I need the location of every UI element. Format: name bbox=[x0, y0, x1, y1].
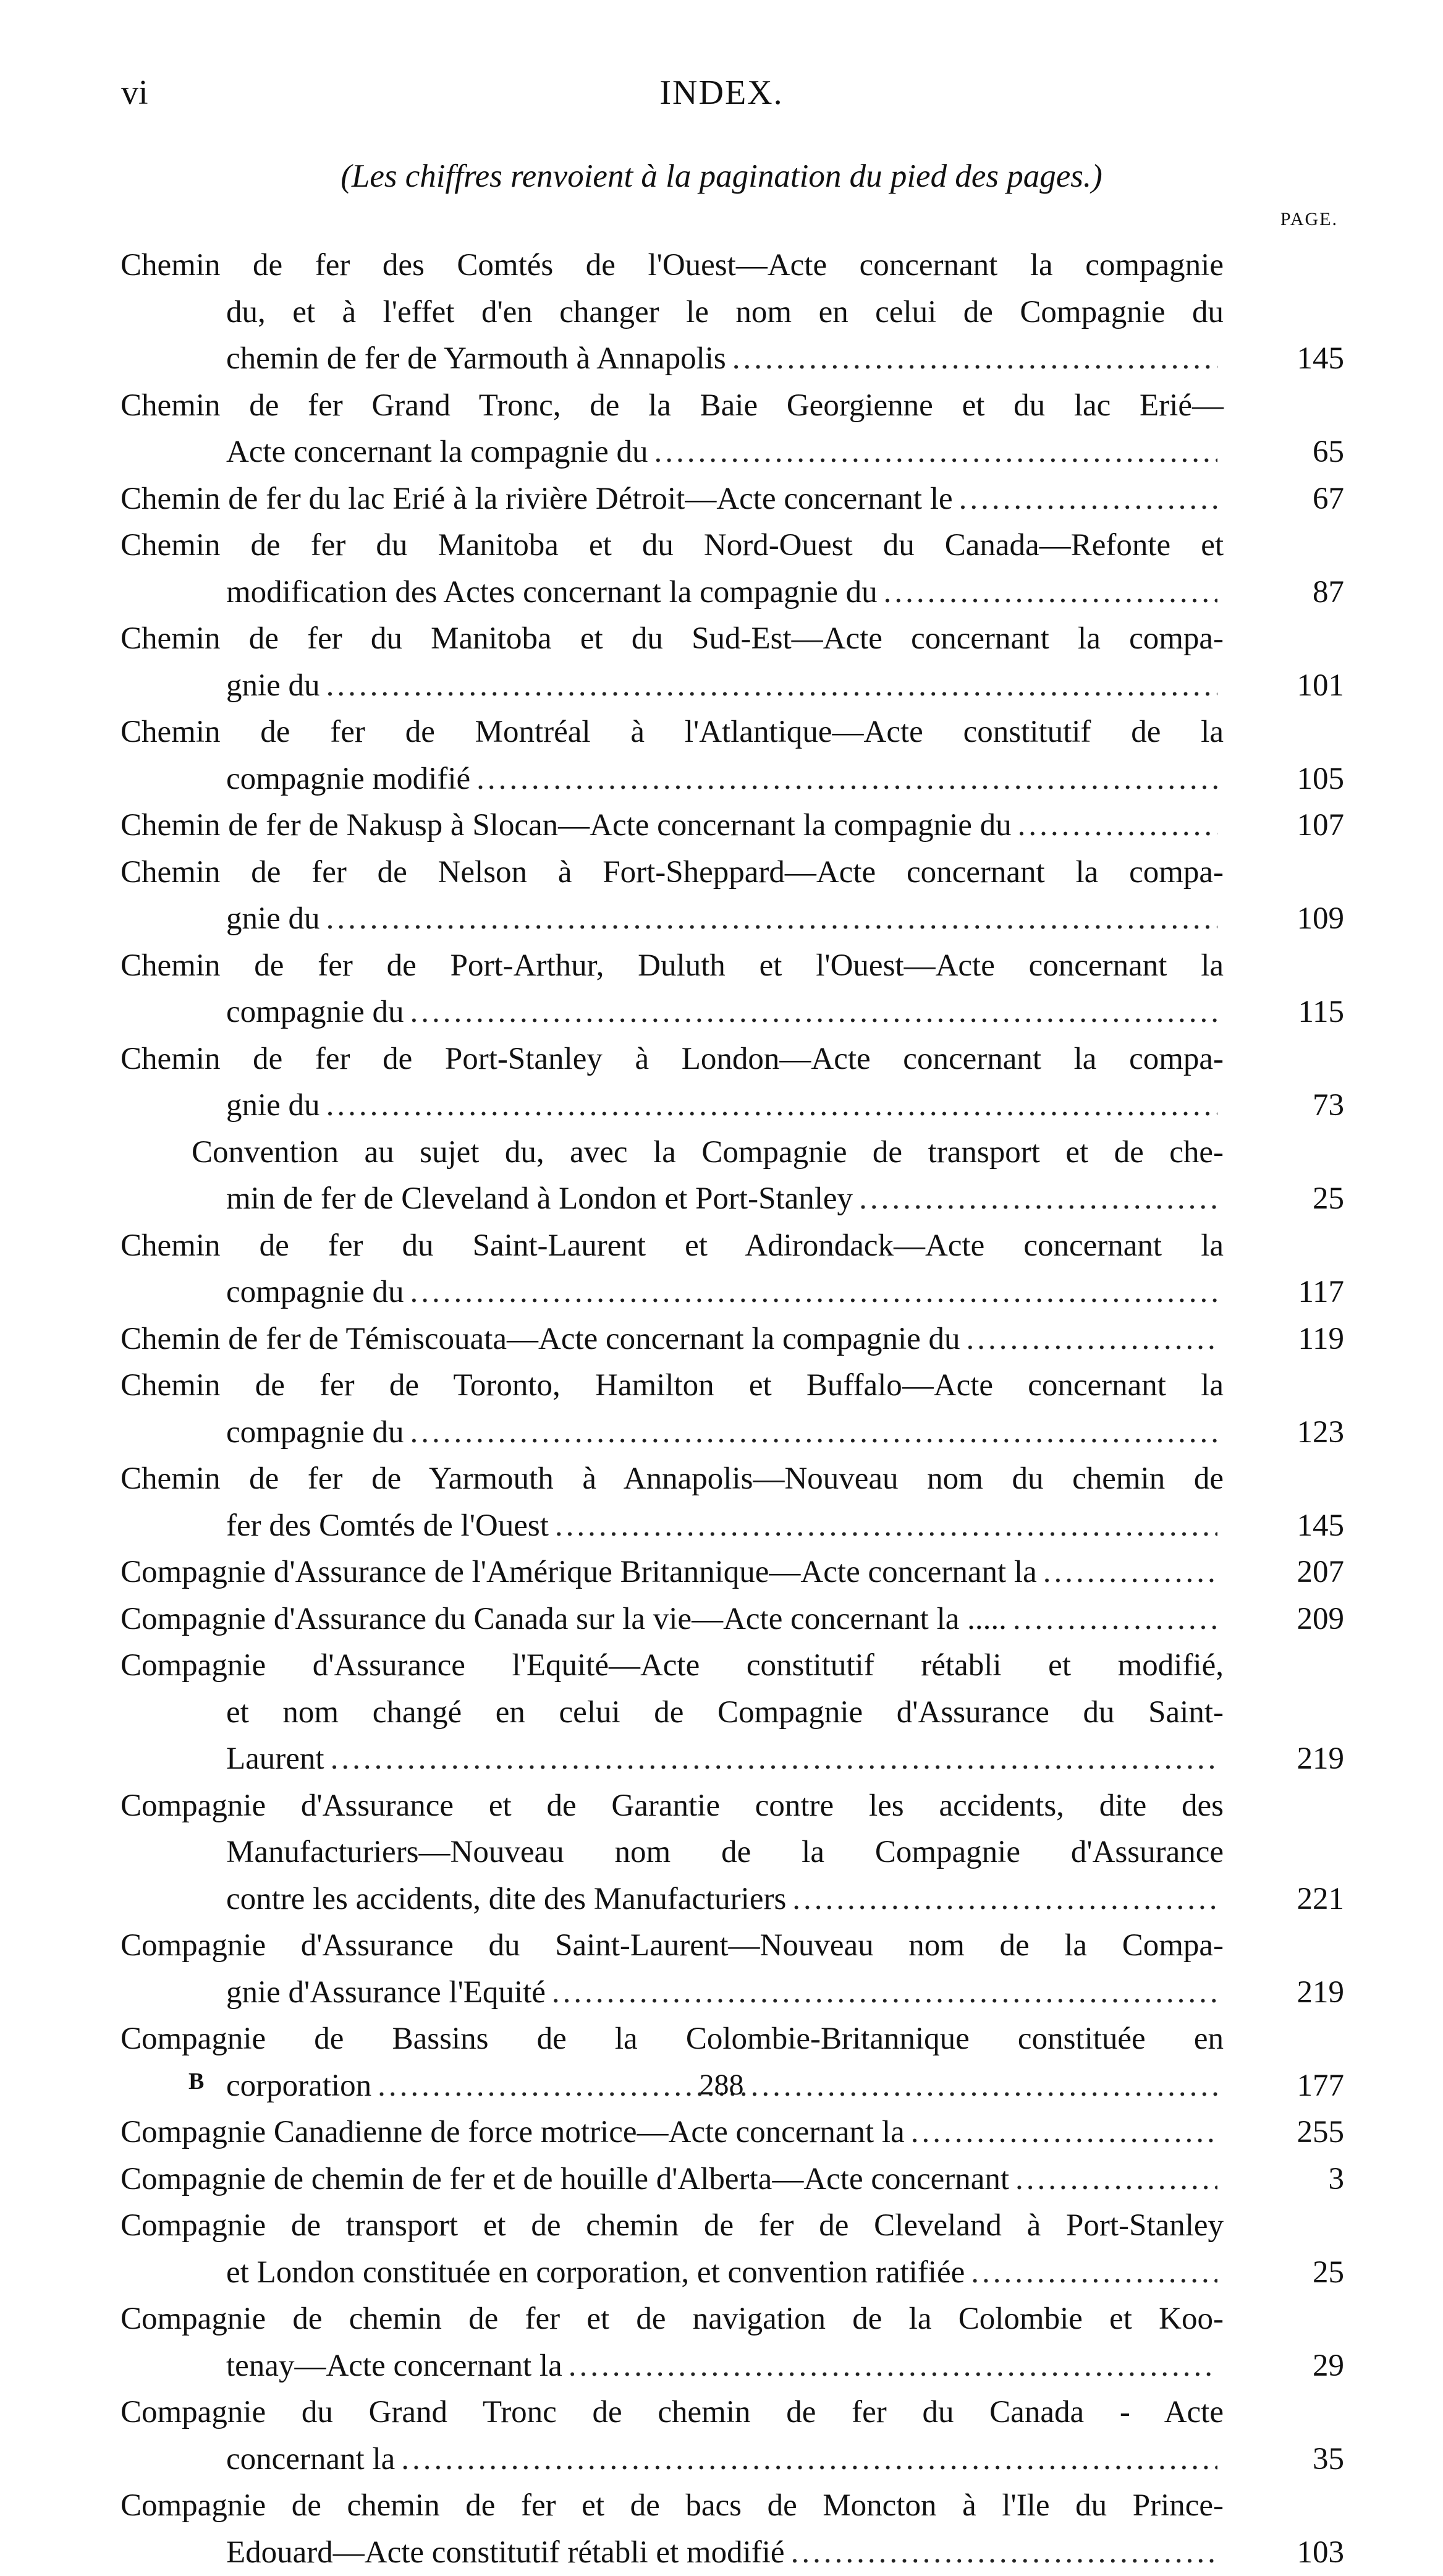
entry-line bbox=[121, 1362, 1344, 1409]
entry-page-number: 3 bbox=[1236, 2156, 1344, 2203]
dot-leader bbox=[1018, 802, 1217, 849]
entry-text: Laurent bbox=[226, 1736, 324, 1783]
dot-leader bbox=[791, 2530, 1217, 2576]
dot-leader bbox=[654, 429, 1217, 476]
dot-leader bbox=[884, 569, 1217, 616]
entry-text: Chemin de fer du lac Erié à la rivière Détroit—Acte concernant le bbox=[121, 476, 953, 523]
dot-leader bbox=[326, 1082, 1217, 1129]
entry-last-line bbox=[121, 1596, 1344, 1643]
entry-line bbox=[121, 2296, 1344, 2343]
entry-last-line bbox=[121, 476, 1344, 523]
index-entry bbox=[121, 1362, 1344, 1456]
entry-text: Compagnie du Grand Tronc de chemin de fer du Canada - Acte bbox=[121, 2395, 1224, 2429]
entry-page-number: 29 bbox=[1236, 2343, 1344, 2390]
entry-page-number: 87 bbox=[1236, 569, 1344, 616]
entry-page-number: 107 bbox=[1236, 802, 1344, 849]
entry-text: Compagnie de transport et de chemin de fer de Cleveland à Port-Stanley bbox=[121, 2208, 1224, 2243]
dot-leader bbox=[1013, 1596, 1217, 1643]
index-entry bbox=[121, 1549, 1344, 1596]
index-entry bbox=[121, 2483, 1344, 2576]
dot-leader bbox=[1043, 1549, 1217, 1596]
entry-text: Chemin de fer de Yarmouth à Annapolis—Nouveau nom du chemin de bbox=[121, 1461, 1224, 1496]
entry-text: Chemin de fer de Nakusp à Slocan—Acte concernant la compagnie du bbox=[121, 802, 1012, 849]
dot-leader bbox=[326, 663, 1217, 710]
page-footer bbox=[0, 2068, 1443, 2111]
entry-text: concernant la bbox=[226, 2436, 395, 2483]
entry-page-number: 101 bbox=[1236, 663, 1344, 710]
entry-last-line bbox=[121, 802, 1344, 849]
index-subtitle: (Les chiffres renvoient à la pagination du pied des pages.) bbox=[0, 158, 1443, 195]
entry-line bbox=[121, 2016, 1344, 2063]
dot-leader bbox=[476, 756, 1217, 803]
entry-last-line bbox=[121, 2436, 1344, 2483]
entry-last-line bbox=[121, 663, 1344, 710]
folio-number: 288 bbox=[0, 2068, 1443, 2102]
entry-page-number: 219 bbox=[1236, 1736, 1344, 1783]
index-entry bbox=[121, 2156, 1344, 2203]
entry-line bbox=[121, 1783, 1344, 1830]
entry-last-line bbox=[121, 896, 1344, 943]
index-entry bbox=[121, 1643, 1344, 1783]
entry-line bbox=[121, 383, 1344, 430]
entry-text: Chemin de fer du Manitoba et du Nord-Ouest du Canada—Refonte et bbox=[121, 528, 1224, 563]
entry-last-line bbox=[121, 1736, 1344, 1783]
index-entry bbox=[121, 476, 1344, 523]
entry-line bbox=[121, 1690, 1344, 1736]
entry-text: fer des Comtés de l'Ouest bbox=[226, 1503, 549, 1550]
entry-line bbox=[121, 1036, 1344, 1083]
entry-last-line bbox=[121, 429, 1344, 476]
entry-last-line bbox=[121, 336, 1344, 383]
entry-page-number: 103 bbox=[1236, 2530, 1344, 2576]
entry-text: Manufacturiers—Nouveau nom de la Compagnie d'Assurance bbox=[226, 1835, 1224, 1869]
entry-page-number: 115 bbox=[1236, 989, 1344, 1036]
entry-line bbox=[121, 709, 1344, 756]
index-entry bbox=[121, 1783, 1344, 1923]
entry-text: Acte concernant la compagnie du bbox=[226, 429, 648, 476]
entry-text: Compagnie de chemin de fer et de houille d'Alberta—Acte concernant bbox=[121, 2156, 1009, 2203]
entry-last-line bbox=[121, 989, 1344, 1036]
entry-text: compagnie du bbox=[226, 1409, 404, 1456]
dot-leader bbox=[410, 1409, 1218, 1456]
entry-page-number: 207 bbox=[1236, 1549, 1344, 1596]
entry-last-line bbox=[121, 2156, 1344, 2203]
entry-text: compagnie du bbox=[226, 989, 404, 1036]
entry-text: gnie du bbox=[226, 1082, 320, 1129]
entry-last-line bbox=[121, 2109, 1344, 2156]
entry-text: Compagnie d'Assurance de l'Amérique Britannique—Acte concernant la bbox=[121, 1549, 1037, 1596]
entry-last-line bbox=[121, 1082, 1344, 1129]
index-entry bbox=[121, 2389, 1344, 2483]
entry-page-number: 35 bbox=[1236, 2436, 1344, 2483]
page-header bbox=[0, 73, 1443, 122]
entry-page-number: 109 bbox=[1236, 896, 1344, 943]
entry-text: gnie d'Assurance l'Equité bbox=[226, 1970, 546, 2017]
dot-leader bbox=[410, 989, 1218, 1036]
index-entry bbox=[121, 1223, 1344, 1316]
entry-text: Chemin de fer de Port-Arthur, Duluth et l'Ouest—Acte concernant la bbox=[121, 948, 1224, 983]
page-roman-numeral: vi bbox=[121, 73, 148, 113]
entry-line bbox=[121, 1829, 1344, 1876]
entry-text: tenay—Acte concernant la bbox=[226, 2343, 562, 2390]
index-entries bbox=[121, 242, 1344, 2576]
entry-text: Chemin de fer de Toronto, Hamilton et Buffalo—Acte concernant la bbox=[121, 1368, 1224, 1403]
dot-leader bbox=[1015, 2156, 1217, 2203]
entry-line bbox=[121, 522, 1344, 569]
entry-line bbox=[121, 1643, 1344, 1690]
entry-line bbox=[121, 1223, 1344, 1270]
dot-leader bbox=[911, 2109, 1217, 2156]
index-entry bbox=[121, 1316, 1344, 1363]
entry-text: Chemin de fer de Port-Stanley à London—Acte concernant la compa- bbox=[121, 1042, 1224, 1076]
entry-text: Compagnie d'Assurance et de Garantie contre les accidents, dite des bbox=[121, 1788, 1224, 1823]
entry-text: Edouard—Acte constitutif rétabli et modifié bbox=[226, 2530, 785, 2576]
entry-text: Chemin de fer de Nelson à Fort-Sheppard—Acte concernant la compa- bbox=[121, 855, 1224, 890]
entry-text: Compagnie d'Assurance du Canada sur la vie—Acte concernant la ..... bbox=[121, 1596, 1007, 1643]
entry-last-line bbox=[121, 1409, 1344, 1456]
index-entry bbox=[121, 1923, 1344, 2016]
index-entry bbox=[121, 383, 1344, 476]
entry-page-number: 219 bbox=[1236, 1970, 1344, 2017]
index-entry bbox=[121, 2109, 1344, 2156]
entry-page-number: 177 bbox=[1236, 2063, 1344, 2110]
index-entry bbox=[121, 849, 1344, 943]
entry-text: Chemin de fer Grand Tronc, de la Baie Georgienne et du lac Erié— bbox=[121, 388, 1224, 423]
index-entry bbox=[121, 1456, 1344, 1549]
index-entry bbox=[121, 709, 1344, 802]
index-entry bbox=[121, 1036, 1344, 1129]
entry-text: Chemin de fer du Saint-Laurent et Adirondack—Acte concernant la bbox=[121, 1228, 1224, 1263]
entry-line bbox=[121, 1456, 1344, 1503]
dot-leader bbox=[410, 1269, 1218, 1316]
entry-last-line bbox=[121, 1970, 1344, 2017]
dot-leader bbox=[326, 896, 1217, 943]
entry-page-number: 117 bbox=[1236, 1269, 1344, 1316]
dot-leader bbox=[401, 2436, 1217, 2483]
entry-page-number: 67 bbox=[1236, 476, 1344, 523]
dot-leader bbox=[859, 1176, 1217, 1223]
entry-text: Chemin de fer de Témiscouata—Acte concernant la compagnie du bbox=[121, 1316, 960, 1363]
entry-page-number: 123 bbox=[1236, 1409, 1344, 1456]
dot-leader bbox=[331, 1736, 1217, 1783]
entry-page-number: 105 bbox=[1236, 756, 1344, 803]
entry-text: et London constituée en corporation, et convention ratifiée bbox=[226, 2250, 965, 2297]
page-column-heading: PAGE. bbox=[1258, 209, 1338, 230]
index-entry bbox=[121, 242, 1344, 383]
entry-line bbox=[121, 242, 1344, 289]
entry-line bbox=[121, 2389, 1344, 2436]
entry-text: Compagnie de chemin de fer et de navigation de la Colombie et Koo- bbox=[121, 2302, 1224, 2336]
entry-line bbox=[121, 849, 1344, 896]
entry-page-number: 255 bbox=[1236, 2109, 1344, 2156]
index-entry bbox=[121, 1596, 1344, 1643]
entry-text: gnie du bbox=[226, 663, 320, 710]
dot-leader bbox=[971, 2250, 1217, 2297]
entry-text: corporation bbox=[226, 2063, 371, 2110]
entry-text: du, et à l'effet d'en changer le nom en celui de Compagnie du bbox=[226, 295, 1224, 329]
index-entry bbox=[121, 1129, 1344, 1223]
dot-leader bbox=[792, 1876, 1217, 1923]
entry-page-number: 209 bbox=[1236, 1596, 1344, 1643]
entry-text: Compagnie d'Assurance du Saint-Laurent—Nouveau nom de la Compa- bbox=[121, 1928, 1224, 1963]
entry-text: Convention au sujet du, avec la Compagnie de transport et de che- bbox=[192, 1135, 1224, 1170]
entry-page-number: 25 bbox=[1236, 2250, 1344, 2297]
entry-line bbox=[121, 1129, 1344, 1176]
entry-page-number: 25 bbox=[1236, 1176, 1344, 1223]
entry-last-line bbox=[121, 1269, 1344, 1316]
entry-text: Compagnie de chemin de fer et de bacs de Moncton à l'Ile du Prince- bbox=[121, 2488, 1224, 2523]
entry-text: Compagnie Canadienne de force motrice—Acte concernant la bbox=[121, 2109, 905, 2156]
page-title: INDEX. bbox=[0, 73, 1443, 113]
entry-last-line bbox=[121, 569, 1344, 616]
signature-mark: B bbox=[188, 2068, 204, 2095]
entry-text: modification des Actes concernant la compagnie du bbox=[226, 569, 878, 616]
dot-leader bbox=[555, 1503, 1217, 1550]
entry-text: gnie du bbox=[226, 896, 320, 943]
entry-text: et nom changé en celui de Compagnie d'Assurance du Saint- bbox=[226, 1695, 1224, 1730]
entry-page-number: 65 bbox=[1236, 429, 1344, 476]
index-entry bbox=[121, 802, 1344, 849]
entry-text: compagnie modifié bbox=[226, 756, 470, 803]
entry-text: min de fer de Cleveland à London et Port-Stanley bbox=[226, 1176, 853, 1223]
index-entry bbox=[121, 2296, 1344, 2389]
entry-last-line bbox=[121, 2250, 1344, 2297]
dot-leader bbox=[959, 476, 1217, 523]
entry-text: Compagnie de Bassins de la Colombie-Britannique constituée en bbox=[121, 2021, 1224, 2056]
entry-page-number: 119 bbox=[1236, 1316, 1344, 1363]
entry-text: Chemin de fer du Manitoba et du Sud-Est—Acte concernant la compa- bbox=[121, 621, 1224, 656]
entry-line bbox=[121, 616, 1344, 663]
dot-leader bbox=[732, 336, 1217, 383]
entry-line bbox=[121, 943, 1344, 990]
entry-page-number: 145 bbox=[1236, 336, 1344, 383]
entry-text: Compagnie d'Assurance l'Equité—Acte constitutif rétabli et modifié, bbox=[121, 1648, 1224, 1683]
entry-last-line bbox=[121, 1876, 1344, 1923]
entry-last-line bbox=[121, 1503, 1344, 1550]
entry-last-line bbox=[121, 1316, 1344, 1363]
entry-text: Chemin de fer de Montréal à l'Atlantique—Acte constitutif de la bbox=[121, 715, 1224, 749]
dot-leader bbox=[552, 1970, 1217, 2017]
entry-text: contre les accidents, dite des Manufacturiers bbox=[226, 1876, 786, 1923]
entry-last-line bbox=[121, 2343, 1344, 2390]
entry-last-line bbox=[121, 1176, 1344, 1223]
entry-last-line bbox=[121, 756, 1344, 803]
index-entry bbox=[121, 2203, 1344, 2296]
index-entry bbox=[121, 943, 1344, 1036]
entry-line bbox=[121, 289, 1344, 336]
entry-page-number: 221 bbox=[1236, 1876, 1344, 1923]
entry-last-line bbox=[121, 2530, 1344, 2576]
entry-text: Chemin de fer des Comtés de l'Ouest—Acte concernant la compagnie bbox=[121, 248, 1224, 283]
dot-leader bbox=[967, 1316, 1217, 1363]
entry-page-number: 73 bbox=[1236, 1082, 1344, 1129]
entry-line bbox=[121, 1923, 1344, 1970]
entry-line bbox=[121, 2203, 1344, 2250]
index-entry bbox=[121, 616, 1344, 709]
entry-text: chemin de fer de Yarmouth à Annapolis bbox=[226, 336, 726, 383]
index-entry bbox=[121, 522, 1344, 616]
entry-page-number: 145 bbox=[1236, 1503, 1344, 1550]
entry-last-line bbox=[121, 1549, 1344, 1596]
entry-line bbox=[121, 2483, 1344, 2530]
dot-leader bbox=[569, 2343, 1217, 2390]
entry-text: compagnie du bbox=[226, 1269, 404, 1316]
